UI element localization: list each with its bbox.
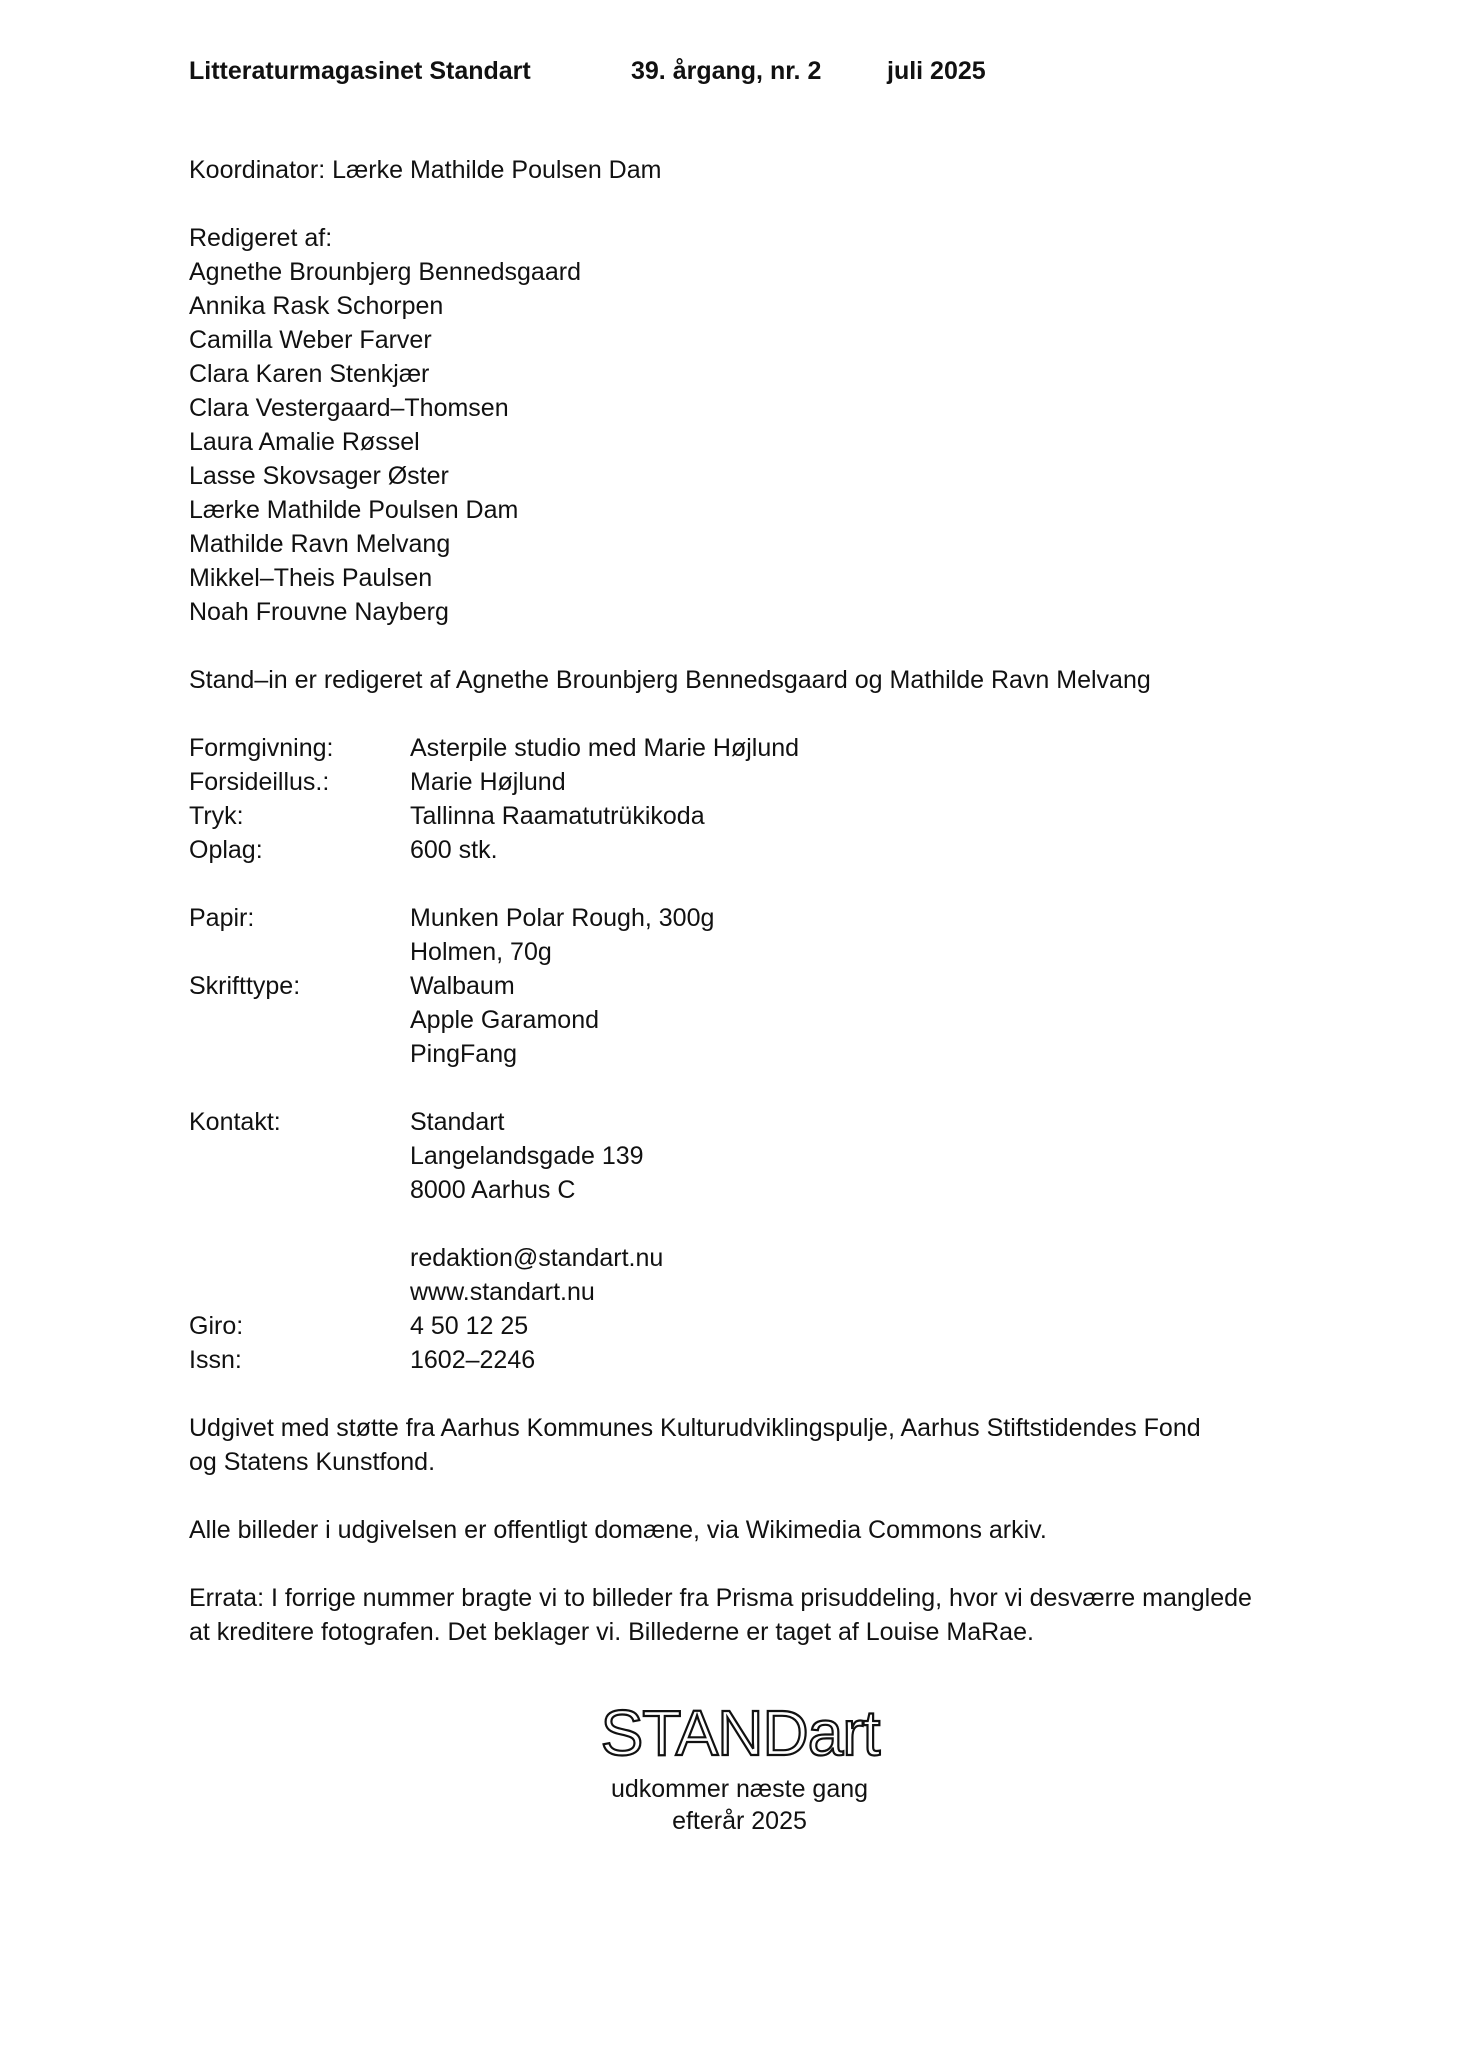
- row-value: Asterpile studio med Marie Højlund: [410, 734, 800, 762]
- support-line: Udgivet med støtte fra Aarhus Kommunes Kulturudviklingspulje, Aarhus Stiftstidendes Fond: [189, 1414, 1201, 1442]
- colophon-content: [189, 153, 1389, 1649]
- row-value: Holmen, 70g: [410, 938, 552, 966]
- row-label: Skrifttype:: [189, 972, 301, 1000]
- editor-name: Lærke Mathilde Poulsen Dam: [189, 496, 519, 524]
- row-value: PingFang: [410, 1040, 518, 1068]
- issn-row: [189, 1343, 1389, 1377]
- row-value: 600 stk.: [410, 836, 498, 864]
- row-label: Tryk:: [189, 802, 244, 830]
- issue-number: 39. årgang, nr. 2: [631, 57, 822, 85]
- contact-name: Standart: [410, 1108, 505, 1136]
- contact-row: [189, 1105, 1389, 1139]
- production-row: [189, 799, 1389, 833]
- production-row: [189, 765, 1389, 799]
- row-label: Oplag:: [189, 836, 263, 864]
- editor-name: Camilla Weber Farver: [189, 326, 432, 354]
- editor-name: Mikkel–Theis Paulsen: [189, 564, 433, 592]
- row-value: Marie Højlund: [410, 768, 566, 796]
- contact-row: [189, 1173, 1389, 1207]
- editor-name: Clara Karen Stenkjær: [189, 360, 430, 388]
- errata-line: Errata: I forrige nummer bragte vi to billeder fra Prisma prisuddeling, hvor vi desværre manglede: [189, 1584, 1252, 1612]
- images-note: Alle billeder i udgivelsen er offentligt domæne, via Wikimedia Commons arkiv.: [189, 1516, 1047, 1544]
- coordinator-line: Koordinator: Lærke Mathilde Poulsen Dam: [189, 156, 662, 184]
- paper-details: [189, 901, 1389, 1071]
- production-details: [189, 731, 1389, 867]
- giro-row: [189, 1309, 1389, 1343]
- row-value: 4 50 12 25: [410, 1312, 529, 1340]
- row-label: Kontakt:: [189, 1108, 281, 1136]
- paper-row: [189, 901, 1389, 935]
- editor-name: Mathilde Ravn Melvang: [189, 530, 451, 558]
- contact-row: [189, 1275, 1389, 1309]
- logo-wordmark: STANDart: [600, 1697, 879, 1767]
- editor-name: Clara Vestergaard–Thomsen: [189, 394, 509, 422]
- standin-editors-line: Stand–in er redigeret af Agnethe Brounbjerg Bennedsgaard og Mathilde Ravn Melvang: [189, 666, 1151, 694]
- row-label: Giro:: [189, 1312, 244, 1340]
- footer-logo-block: [0, 1695, 1479, 1837]
- row-value: 1602–2246: [410, 1346, 536, 1374]
- contact-city: 8000 Aarhus C: [410, 1176, 576, 1204]
- magazine-name: Litteraturmagasinet Standart: [189, 57, 531, 85]
- support-line: og Statens Kunstfond.: [189, 1448, 436, 1476]
- contact-street: Langelandsgade 139: [410, 1142, 644, 1170]
- row-label: Papir:: [189, 904, 255, 932]
- typeface-row: [189, 1003, 1389, 1037]
- editors-list: [189, 255, 1389, 629]
- contact-email-link[interactable]: redaktion@standart.nu: [410, 1244, 664, 1272]
- paper-row: [189, 935, 1389, 969]
- editors-heading: Redigeret af:: [189, 224, 333, 252]
- errata-line: at kreditere fotografen. Det beklager vi. Billederne er taget af Louise MaRae.: [189, 1618, 1034, 1646]
- row-label: Formgivning:: [189, 734, 334, 762]
- production-row: [189, 833, 1389, 867]
- next-issue-line: efterår 2025: [672, 1807, 807, 1835]
- row-label: Forsideillus.:: [189, 768, 330, 796]
- row-value: Munken Polar Rough, 300g: [410, 904, 715, 932]
- editor-name: Laura Amalie Røssel: [189, 428, 420, 456]
- typeface-row: [189, 1037, 1389, 1071]
- row-label: Issn:: [189, 1346, 242, 1374]
- editor-name: Lasse Skovsager Øster: [189, 462, 449, 490]
- editor-name: Noah Frouvne Nayberg: [189, 598, 449, 626]
- next-issue-note: [0, 1773, 1479, 1837]
- support-paragraph: [189, 1411, 1389, 1479]
- issue-date: juli 2025: [887, 57, 986, 85]
- next-issue-line: udkommer næste gang: [610, 1775, 869, 1803]
- row-value: Tallinna Raamatutrükikoda: [410, 802, 705, 830]
- contact-web-link[interactable]: www.standart.nu: [410, 1278, 595, 1306]
- contact-row: [189, 1139, 1389, 1173]
- editor-name: Annika Rask Schorpen: [189, 292, 444, 320]
- row-value: Walbaum: [410, 972, 515, 1000]
- standart-logo: [585, 1695, 895, 1767]
- contact-row: [189, 1241, 1389, 1275]
- errata-paragraph: [189, 1581, 1389, 1649]
- typeface-row: [189, 969, 1389, 1003]
- production-row: [189, 731, 1389, 765]
- contact-details: [189, 1105, 1389, 1377]
- editor-name: Agnethe Brounbjerg Bennedsgaard: [189, 258, 581, 286]
- row-value: Apple Garamond: [410, 1006, 600, 1034]
